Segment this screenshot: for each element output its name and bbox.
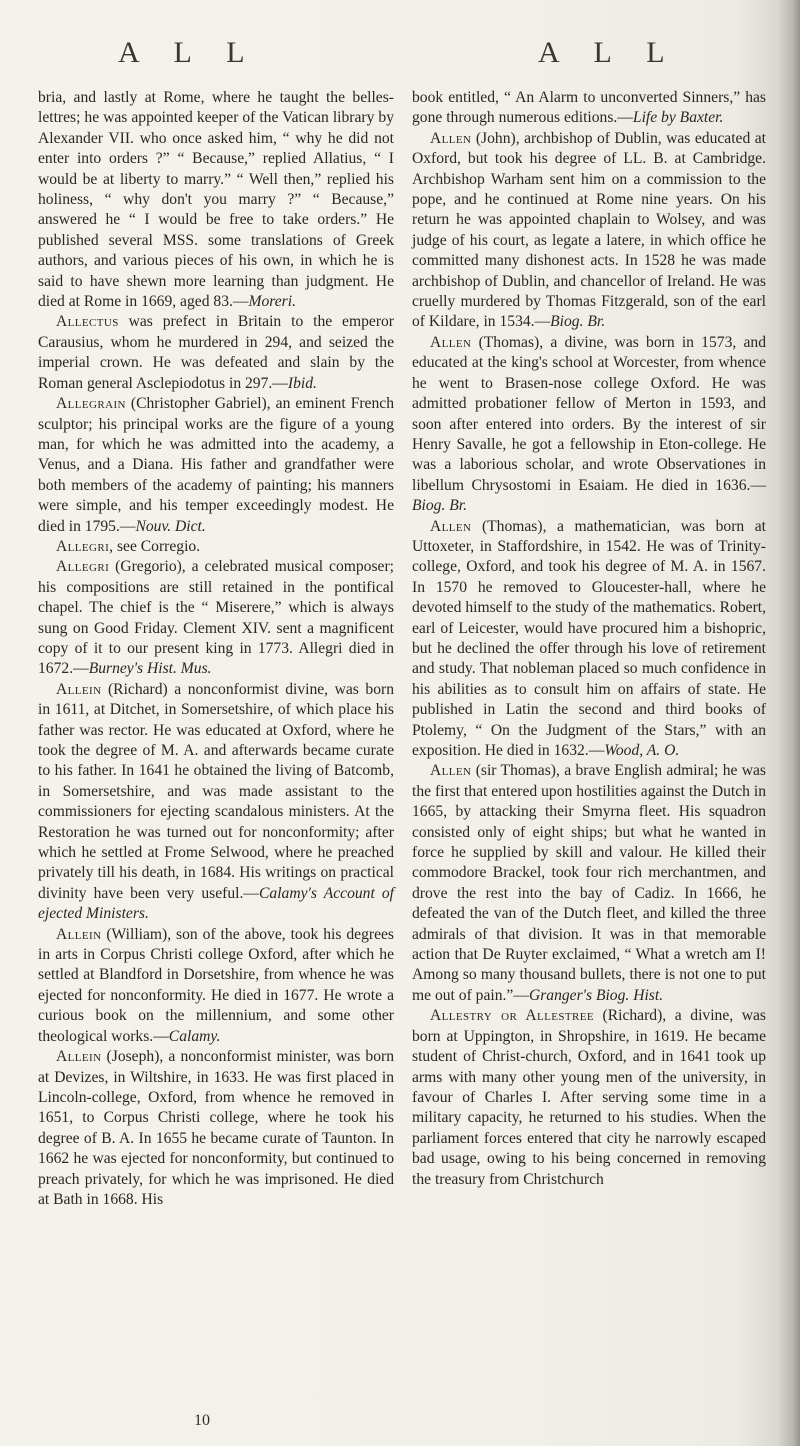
entry-source: Burney's Hist. Mus. — [88, 660, 212, 678]
entry-text: (John), archbishop of Dublin, was educated at Oxford, but took his degree of LL. B. at Cambridge. Archbishop Warham sent him on a commission to the pope, and he continued at Rome nine years. On his return he was appointed chaplain to Wolsey, and was judge of his court, as legate a latere, in which office he committed many dishonest acts. In 1528 he was made archbishop of Dublin, and chancellor of Ireland. He was cruelly murdered by Thomas Fitzgerald, son of the earl of Kildare, in 1534.— — [412, 129, 766, 331]
entry-headword: Allegri — [56, 537, 110, 555]
entry-text: (Christopher Gabriel), an eminent French sculptor; his principal works are the figure of a young man, for which he was admitted into the academy, a Venus, and a Diana. His father and grandfather were both members of the academy of painting; his manners were simple, and his temper exceedingly modest. He died in 1795.— — [38, 395, 394, 535]
biographical-entry — [412, 129, 766, 333]
entry-text: bria, and lastly at Rome, where he taught the belles-lettres; he was appointed keeper of the Vatican library by Alexander VII. who once asked him, “ why he did not enter into orders ?” “ Because,” replied Allatius, “ I would be at liberty to marry.” “ Well then,” replied his holiness, “ why don't you marry ?” “ Because,” answered he “ I would be free to take orders.” He published several MSS. some translations of Greek authors, and various pieces of his own, in which he is said to have shewn more learning than judgment. He died at Rome in 1669, aged 83.— — [38, 89, 394, 311]
entry-headword: Allen — [430, 517, 472, 535]
entry-text: (Joseph), a nonconformist minister, was born at Devizes, in Wiltshire, in 1633. He was first placed in Lincoln-college, Oxford, from whence he removed in 1651, to Corpus Christi college, where he took his degree of B. A. In 1655 he became curate of Taunton. In 1662 he was ejected for nonconformity, but continued to preach privately, for which he was imprisoned. He died at Bath in 1668. His — [38, 1048, 394, 1208]
entry-headword: Allegrain — [56, 395, 126, 413]
running-head-left: A L L — [118, 36, 259, 69]
biographical-entry — [38, 680, 394, 925]
entry-headword: Allectus — [56, 313, 119, 331]
entry-text: (Thomas), a mathematician, was born at Uttoxeter, in Staffordshire, in 1542. He was of Trinity-college, Oxford, and took his degree of M. A. in 1567. In 1570 he removed to Gloucester-hall, where he devoted himself to the study of the mathematics. Robert, earl of Leicester, would have procured him a bishopric, but he declined the offer through his love of retirement and study. That nobleman placed so much confidence in his abilities as to consult him on affairs of state. He published in Latin the second and third books of Ptolemy, “ On the Judgment of the Stars,” with an exposition. He died in 1632.— — [412, 517, 766, 759]
biographical-entry — [38, 394, 394, 537]
entry-headword: Allen — [430, 129, 472, 147]
entry-headword: Allestry or Allestree — [430, 1007, 594, 1025]
entry-source: Calamy. — [168, 1027, 221, 1045]
running-head — [0, 36, 800, 76]
running-head-right: A L L — [538, 36, 679, 69]
entry-text: (sir Thomas), a brave English admiral; he was the first that entered upon hostilities against the Dutch in 1665, by attacking their Smyrna fleet. His squadron consisted only of eight ships; but what he wanted in force he supplied by skill and valour. He killed their commodore Brackel, took four rich merchantmen, and drove the rest into the bay of Cadiz. In 1666, he defeated the van of the Dutch fleet, and killed the three admirals of that division. It was in that memorable action that De Ruyter exclaimed, “ What a wretch am I! Among so many thousand bullets, there is not one to put me out of pain.”— — [412, 762, 766, 1004]
entry-continuation — [412, 88, 766, 129]
left-column — [38, 88, 394, 1210]
entry-headword: Allegri — [56, 558, 110, 576]
entry-text: was prefect in Britain to the emperor Carausius, whom he murdered in 294, and seized the imperial crown. He was defeated and slain by the Roman general Asclepiodotus in 297.— — [38, 313, 394, 392]
entry-headword: Allein — [56, 680, 102, 698]
entry-source: Ibid. — [287, 374, 317, 392]
biographical-entry — [38, 925, 394, 1047]
entry-headword: Allein — [56, 1048, 102, 1066]
entry-text: book entitled, “ An Alarm to unconverted Sinners,” has gone through numerous editions.— — [412, 89, 766, 127]
entry-source: Granger's Biog. Hist. — [528, 986, 664, 1004]
entry-continuation — [38, 88, 394, 312]
entry-text: (Thomas), a divine, was born in 1573, and educated at the king's school at Worcester, from whence he went to Brasen-nose college Oxford. He was admitted probationer fellow of Merton in 1593, and soon after entered into orders. By the interest of sir Henry Savalle, he got a fellowship in Eton-college. He was a laborious scholar, and wrote Observationes in libellum Chrysostomi in Esaiam. He died in 1636.— — [412, 333, 766, 494]
entry-source: Wood, A. O. — [604, 742, 680, 759]
biographical-entry — [412, 761, 766, 1006]
biographical-entry — [38, 537, 394, 557]
entry-text: (William), son of the above, took his degrees in arts in Corpus Christi college Oxford, after which he settled at Blandford in Dorsetshire, from whence he was ejected for nonconformity. He died in 1677. He wrote a curious book on the millennium, and some other theological works.— — [38, 925, 394, 1045]
biographical-entry — [38, 312, 394, 394]
entry-text: (Richard), a divine, was born at Uppington, in Shropshire, in 1619. He became student of Christ-church, Oxford, and in 1641 took up arms with many other young men of the university, in favour of Charles I. After serving some time in a military capacity, he returned to his studies. When the parliament forces entered that city he narrowly escaped bad usage, owing to his being concerned in removing the treasury from Christchurch — [412, 1007, 766, 1188]
entry-headword: Allein — [56, 925, 102, 943]
entry-text: , see Corregio. — [109, 537, 201, 555]
biographical-entry — [412, 517, 766, 762]
page-number: 10 — [194, 1412, 210, 1429]
biographical-entry — [412, 1006, 766, 1190]
entry-source: Life by Baxter. — [632, 109, 724, 127]
page-edge-shadow — [778, 0, 800, 1446]
biographical-entry — [412, 333, 766, 517]
biographical-entry — [38, 1047, 394, 1210]
entry-source: Moreri. — [248, 293, 296, 311]
entry-headword: Allen — [430, 333, 472, 351]
entry-source: Nouv. Dict. — [135, 517, 206, 535]
entry-source: Calamy's Account of ejected Ministers. — [38, 884, 394, 923]
entry-text: (Gregorio), a celebrated musical composer; his compositions are still retained in the pontifical chapel. The chief is the “ Miserere,” which is always sung on Good Friday. Clement XIV. sent a magnificent copy of it to our present king in 1773. Allegri died in 1672.— — [38, 558, 394, 678]
entry-headword: Allen — [430, 762, 472, 780]
biographical-entry — [38, 557, 394, 679]
right-column — [412, 88, 766, 1190]
entry-source: Biog. Br. — [412, 497, 468, 515]
entry-text: (Richard) a nonconformist divine, was born in 1611, at Ditchet, in Somersetshire, of which place his father was rector. He was educated at Oxford, where he took the degree of M. A. and afterwards became curate to his father. In 1641 he obtained the living of Batcomb, in Somersetshire, and was made assistant to the commissioners for ejecting scandalous ministers. At the Restoration he was turned out for nonconformity; after which he settled at Frome Selwood, where he preached privately till his death, in 1684. His writings on practical divinity have been very useful.— — [38, 680, 394, 902]
entry-source: Biog. Br. — [550, 313, 606, 331]
